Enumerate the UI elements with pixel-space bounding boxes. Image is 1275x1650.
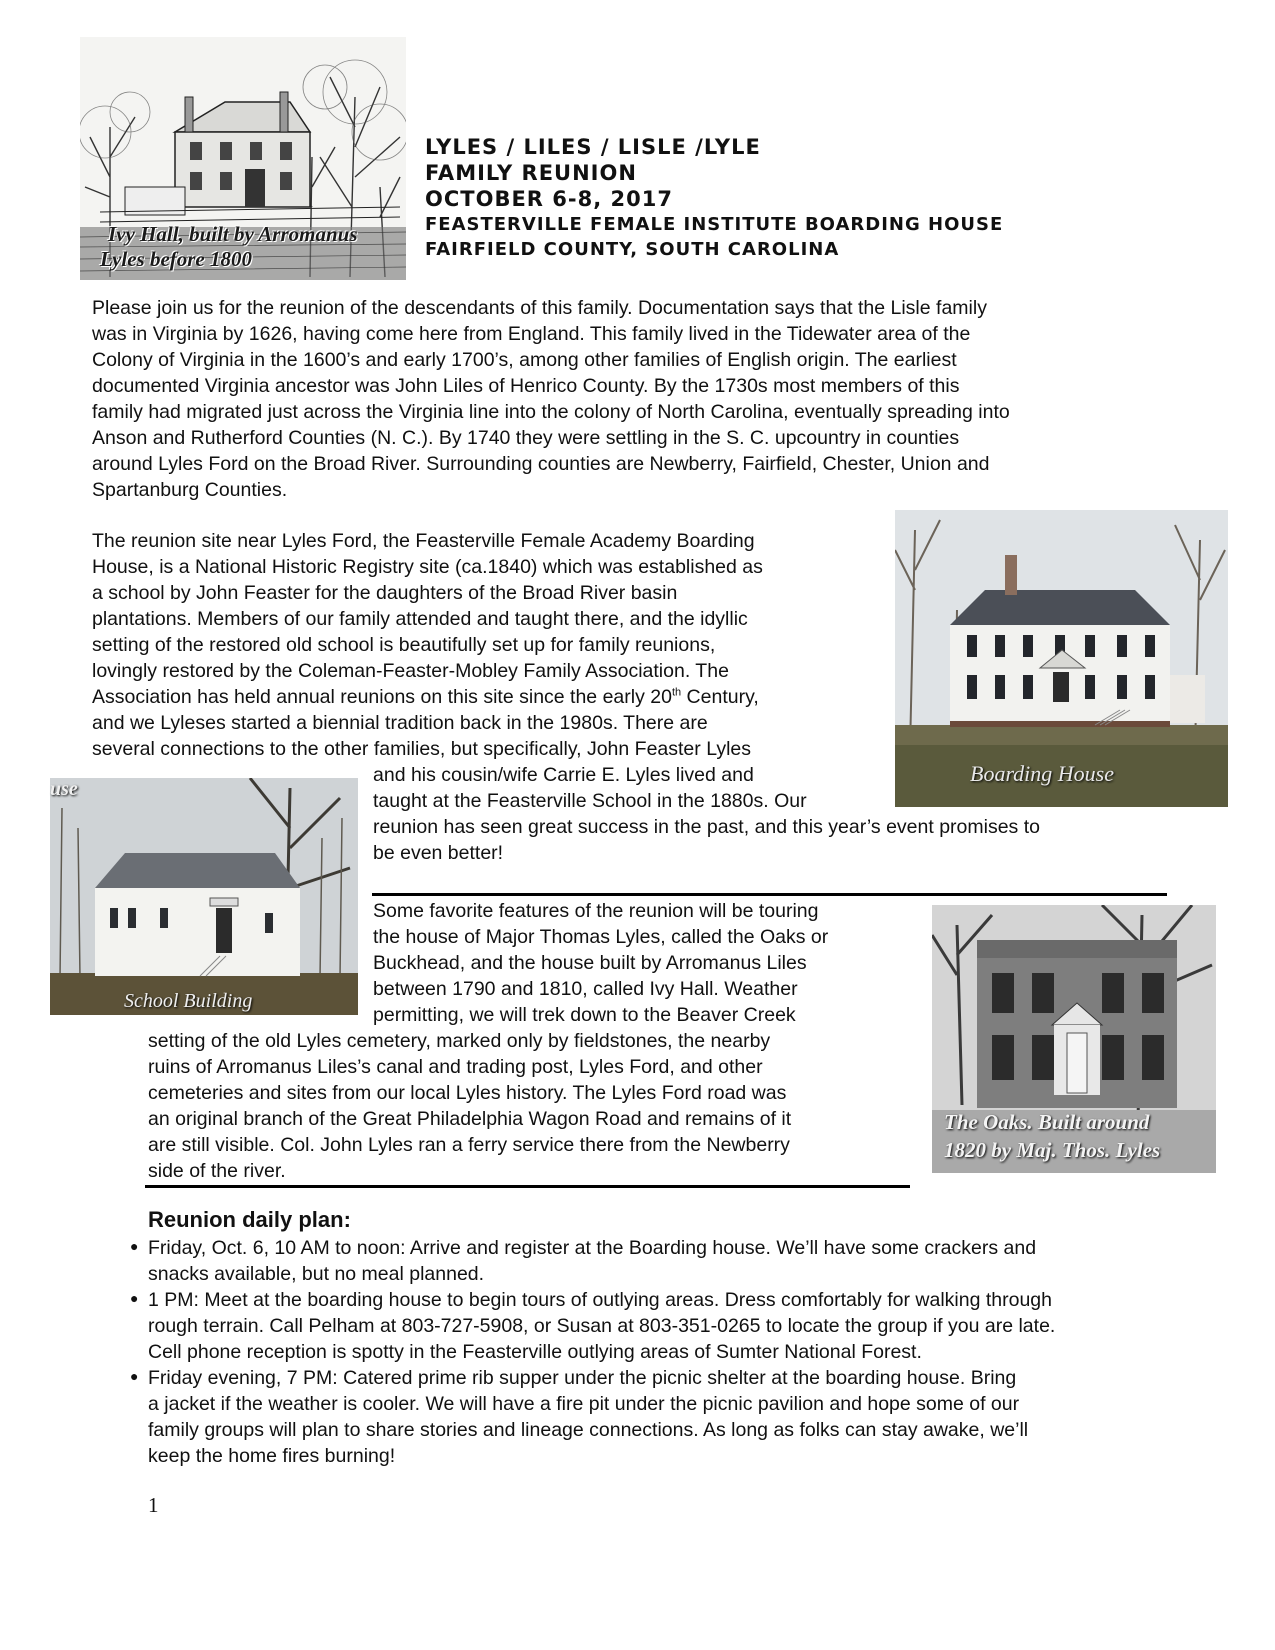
site-line: taught at the Feasterville School in the 1880s. Our [373, 790, 807, 812]
plan-item-line: Friday evening, 7 PM: Catered prime rib supper under the picnic shelter at the boarding house. Bring [148, 1367, 1017, 1389]
site-line: reunion has seen great success in the past, and this year’s event promises to [373, 816, 1040, 838]
plan-item-line: Friday, Oct. 6, 10 AM to noon: Arrive and register at the Boarding house. We’ll have some crackers and [148, 1237, 1037, 1259]
school-caption-left: use [50, 778, 78, 800]
header-county: FAIRFIELD COUNTY, SOUTH CAROLINA [425, 239, 840, 260]
site-line: and his cousin/wife Carrie E. Lyles lived and [373, 764, 754, 786]
century-superscript: th [671, 686, 682, 699]
intro-line: family had migrated just across the Virginia line into the colony of North Carolina, eventually spreading into [92, 401, 1010, 423]
school-building-photo [50, 778, 358, 1015]
intro-line: Anson and Rutherford Counties (N. C.). By 1740 they were settling in the S. C. upcountry in counties [92, 427, 960, 449]
site-line: setting of the restored old school is beautifully set up for family reunions, [92, 634, 716, 656]
plan-item-line: a jacket if the weather is cooler. We will have a fire pit under the picnic pavilion and hope some of our [148, 1393, 1020, 1415]
intro-line: Colony of Virginia in the 1600’s and early 1700’s, among other families of English origin. The earliest [92, 349, 957, 371]
header-reunion: FAMILY REUNION [425, 161, 637, 185]
intro-line: around Lyles Ford on the Broad River. Surrounding counties are Newberry, Fairfield, Chester, Union and [92, 453, 990, 475]
features-line: ruins of Arromanus Liles’s canal and trading post, Lyles Ford, and other [148, 1056, 763, 1078]
intro-line: Spartanburg Counties. [92, 479, 288, 501]
features-line: side of the river. [148, 1160, 286, 1182]
plan-item-line: 1 PM: Meet at the boarding house to begin tours of outlying areas. Dress comfortably for walking through [148, 1289, 1052, 1311]
site-line: lovingly restored by the Coleman-Feaster-Mobley Family Association. The [92, 660, 729, 682]
features-line: between 1790 and 1810, called Ivy Hall. Weather [373, 978, 798, 1000]
bullet-dot-icon: ● [130, 1368, 139, 1384]
boarding-house-caption: Boarding House [970, 761, 1115, 786]
bullet-dot-icon: ● [130, 1238, 139, 1254]
features-line: Buckhead, and the house built by Arromanus Liles [373, 952, 807, 974]
header-family-names: LYLES / LILES / LISLE /LYLE [425, 135, 761, 159]
features-bottom-rule [145, 1185, 910, 1188]
ivy-hall-caption-line1: Ivy Hall, built by Arromanus [108, 222, 358, 246]
site-line: be even better! [373, 842, 504, 864]
features-line: Some favorite features of the reunion will be touring [373, 900, 819, 922]
features-line: the house of Major Thomas Lyles, called the Oaks or [373, 926, 829, 948]
site-line: The reunion site near Lyles Ford, the Feasterville Female Academy Boarding [92, 530, 755, 552]
site-line [92, 684, 759, 710]
features-top-rule [372, 893, 1167, 896]
intro-line: documented Virginia ancestor was John Liles of Henrico County. By the 1730s most members of this [92, 375, 960, 397]
intro-line: was in Virginia by 1626, having come here from England. This family lived in the Tidewater area of the [92, 323, 971, 345]
site-line: House, is a National Historic Registry site (ca.1840) which was established as [92, 556, 763, 578]
features-line: are still visible. Col. John Lyles ran a ferry service there from the Newberry [148, 1134, 790, 1156]
bullet-dot-icon: ● [130, 1290, 139, 1306]
century-text-end: Century, [681, 686, 759, 708]
plan-item-line: family groups will plan to share stories and lineage connections. As long as folks can stay awake, we’ll [148, 1419, 1029, 1441]
site-line: several connections to the other families, but specifically, John Feaster Lyles [92, 738, 751, 760]
header-dates: OCTOBER 6-8, 2017 [425, 187, 673, 211]
oaks-caption-line2: 1820 by Maj. Thos. Lyles [944, 1138, 1161, 1162]
plan-item-line: snacks available, but no meal planned. [148, 1263, 485, 1285]
plan-title: Reunion daily plan: [148, 1207, 351, 1232]
ivy-hall-caption-line2: Lyles before 1800 [100, 247, 253, 271]
plan-item-line: rough terrain. Call Pelham at 803-727-5908, or Susan at 803-351-0265 to locate the group if you are late. [148, 1315, 1056, 1337]
site-line: and we Lyleses started a biennial tradition back in the 1980s. There are [92, 712, 708, 734]
century-text: Association has held annual reunions on this site since the early 20 [92, 686, 672, 708]
features-line: permitting, we will trek down to the Beaver Creek [373, 1004, 796, 1026]
header-location: FEASTERVILLE FEMALE INSTITUTE BOARDING HOUSE [425, 214, 1004, 235]
oaks-caption-line1: The Oaks. Built around [944, 1110, 1150, 1134]
plan-item-line: Cell phone reception is spotty in the Feasterville outlying areas of Sumter National Forest. [148, 1341, 922, 1363]
plan-item-line: keep the home fires burning! [148, 1445, 396, 1467]
features-line: cemeteries and sites from our local Lyles history. The Lyles Ford road was [148, 1082, 787, 1104]
intro-line: Please join us for the reunion of the descendants of this family. Documentation says that the Lisle family [92, 297, 987, 319]
site-line: a school by John Feaster for the daughters of the Broad River basin [92, 582, 678, 604]
features-line: setting of the old Lyles cemetery, marked only by fieldstones, the nearby [148, 1030, 771, 1052]
features-line: an original branch of the Great Philadelphia Wagon Road and remains of it [148, 1108, 792, 1130]
school-building-caption: School Building [124, 990, 253, 1012]
page-number: 1 [148, 1493, 159, 1517]
site-line: plantations. Members of our family attended and taught there, and the idyllic [92, 608, 748, 630]
